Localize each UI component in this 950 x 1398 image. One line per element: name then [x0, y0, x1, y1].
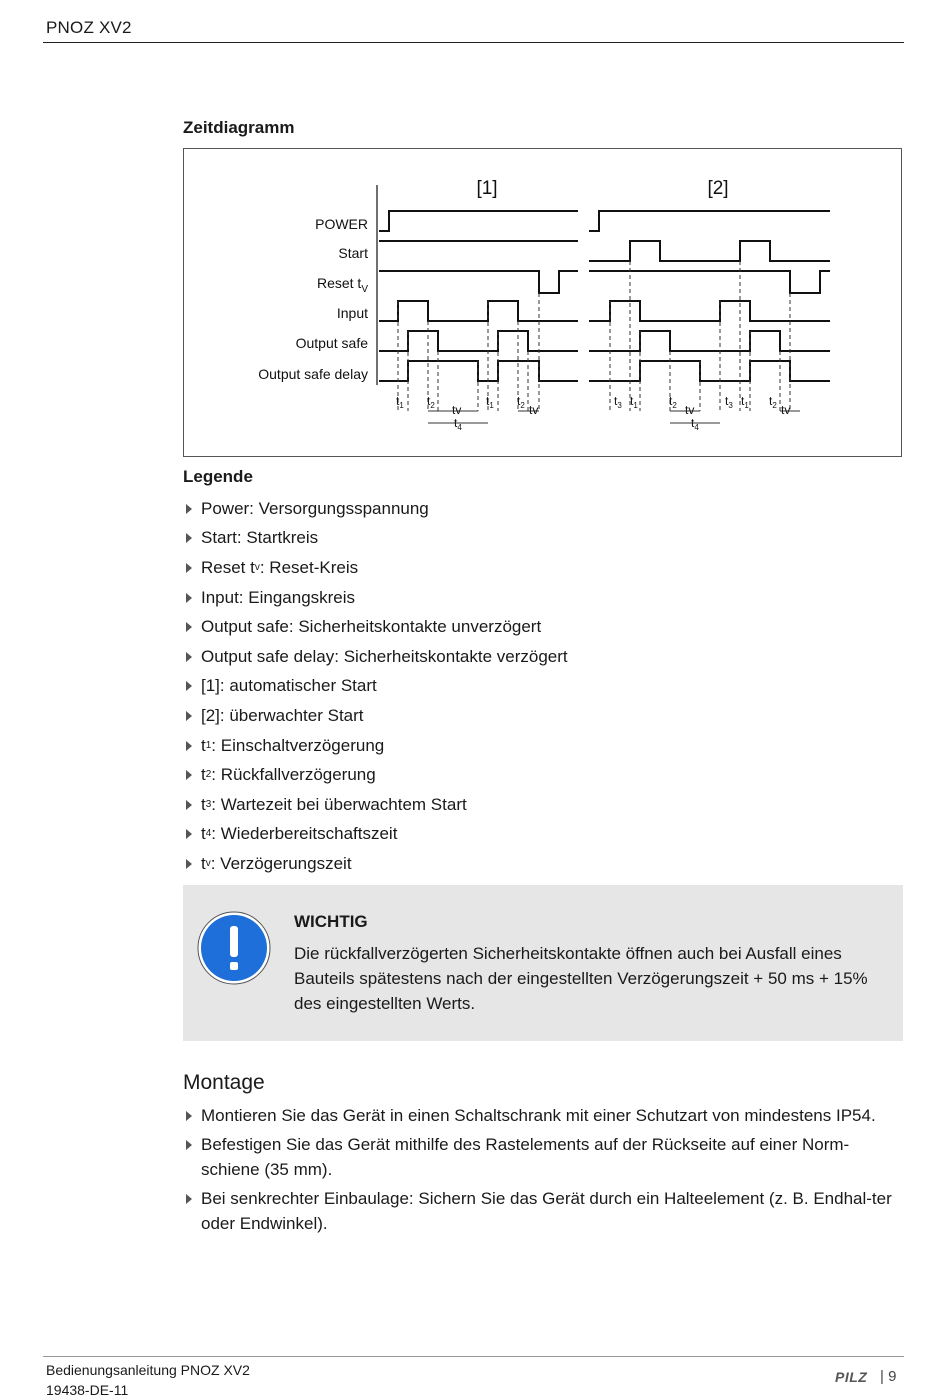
waveform-output-delay-2 [589, 361, 830, 381]
label-t2-2a: $t_2$ [669, 394, 677, 410]
important-notice [183, 885, 903, 1041]
label-t3-2b: $t_3$ [725, 394, 733, 410]
legend-item: Input: Eingangskreis [183, 583, 568, 613]
bullet-arrow-icon [186, 1140, 192, 1150]
label-t3-2a: $t_3$ [614, 394, 622, 410]
label-t4-1: $t_4$ [454, 416, 462, 432]
signal-label-power: POWER [315, 216, 368, 232]
waveform-output-safe-1 [379, 331, 578, 351]
mounting-heading: Montage [183, 1071, 265, 1094]
exclamation-icon [197, 911, 271, 985]
signal-label-output-safe-delay: Output safe delay [258, 366, 368, 382]
bullet-arrow-icon [186, 1194, 192, 1204]
bullet-arrow-icon [186, 859, 192, 869]
legend-list [183, 494, 568, 879]
legend-item: Output safe: Sicherheitskontakte unverzögert [183, 612, 568, 642]
label-tv-2a: tv [685, 403, 695, 417]
page-number: | 9 [880, 1368, 897, 1385]
signal-label-output-safe: Output safe [295, 335, 368, 351]
legend-item: Power: Versorgungsspannung [183, 494, 568, 524]
waveform-power-2 [589, 211, 830, 231]
interval-markers [428, 411, 800, 423]
legend-item: Output safe delay: Sicherheitskontakte verzögert [183, 642, 568, 672]
label-t1-1: $t_1$ [396, 394, 404, 410]
label-t1-1b: $t_1$ [486, 394, 494, 410]
legend-item: Reset t v : Reset-Kreis [183, 553, 568, 583]
legend-heading: Legende [183, 467, 253, 486]
document-header-title: PNOZ XV2 [46, 18, 132, 37]
legend-item: t 1 : Einschaltverzögerung [183, 731, 568, 761]
bullet-arrow-icon [186, 593, 192, 603]
legend-item: [2]: überwachter Start [183, 701, 568, 731]
mounting-item: Bei senkrechter Einbaulage: Sichern Sie das Gerät durch ein Halteelement (z. B. Endhal-ter oder Endwinkel). [183, 1186, 903, 1236]
footer-manual-title: Bedienungsanleitung PNOZ XV2 [46, 1362, 250, 1378]
important-title: WICHTIG [294, 912, 368, 931]
waveform-input-1 [379, 301, 578, 321]
label-tv-1a: tv [452, 403, 462, 417]
timing-guides [398, 261, 790, 411]
mounting-item: Befestigen Sie das Gerät mithilfe des Rastelements auf der Rückseite auf einer Norm-schiene (35 mm). [183, 1132, 903, 1182]
bullet-arrow-icon [186, 533, 192, 543]
bullet-arrow-icon [186, 741, 192, 751]
waveform-power-1 [379, 211, 578, 231]
label-t1-2a: $t_1$ [630, 394, 638, 410]
timing-diagram-svg [184, 149, 903, 458]
mounting-list [183, 1103, 903, 1240]
bullet-arrow-icon [186, 800, 192, 810]
bullet-arrow-icon [186, 1111, 192, 1121]
signal-label-start: Start [338, 245, 368, 261]
label-tv-1b: tv [529, 403, 539, 417]
legend-item: t 2 : Rückfallverzögerung [183, 760, 568, 790]
bullet-arrow-icon [186, 711, 192, 721]
waveform-start-2 [589, 241, 830, 261]
waveform-reset-1 [379, 271, 578, 293]
bullet-arrow-icon [186, 770, 192, 780]
brand-logo: PILZ [835, 1369, 868, 1385]
label-t1-2b: $t_1$ [741, 394, 749, 410]
mode-label-1: [1] [476, 178, 498, 199]
important-body: Die rückfallverzögerten Sicherheitskontakte öffnen auch bei Ausfall eines Bauteils spätestens nach der eingestellten Verzögerungszeit + 50 ms + 15% des eingestellten Werts. [294, 944, 868, 1013]
bullet-arrow-icon [186, 622, 192, 632]
label-t2-2b: $t_2$ [769, 394, 777, 410]
signal-label-input: Input [336, 305, 368, 321]
legend-item: t 4 : Wiederbereitschaftszeit [183, 820, 568, 850]
legend-item: Start: Startkreis [183, 524, 568, 554]
bullet-arrow-icon [186, 829, 192, 839]
label-t2-1: $t_2$ [427, 394, 435, 410]
bullet-arrow-icon [186, 504, 192, 514]
header-divider [43, 42, 904, 43]
waveform-input-2 [589, 301, 830, 321]
waveform-output-safe-2 [589, 331, 830, 351]
waveform-reset-2 [589, 271, 830, 293]
timing-diagram [183, 148, 902, 457]
signal-label-reset: Reset $t_V$ [316, 275, 368, 295]
timing-diagram-heading: Zeitdiagramm [183, 118, 295, 137]
footer-document-number: 19438-DE-11 [46, 1382, 129, 1398]
legend-item: [1]: automatischer Start [183, 672, 568, 702]
bullet-arrow-icon [186, 681, 192, 691]
bullet-arrow-icon [186, 652, 192, 662]
label-tv-2b: tv [781, 403, 791, 417]
label-t2-1b: $t_2$ [517, 394, 525, 410]
bullet-arrow-icon [186, 563, 192, 573]
legend-item: t 3 : Wartezeit bei überwachtem Start [183, 790, 568, 820]
mounting-item: Montieren Sie das Gerät in einen Schaltschrank mit einer Schutzart von mindestens IP54. [183, 1103, 903, 1128]
mode-label-2: [2] [707, 178, 729, 199]
legend-item: t v : Verzögerungszeit [183, 849, 568, 879]
footer-divider [43, 1356, 904, 1357]
label-t4-2: $t_4$ [691, 416, 699, 432]
